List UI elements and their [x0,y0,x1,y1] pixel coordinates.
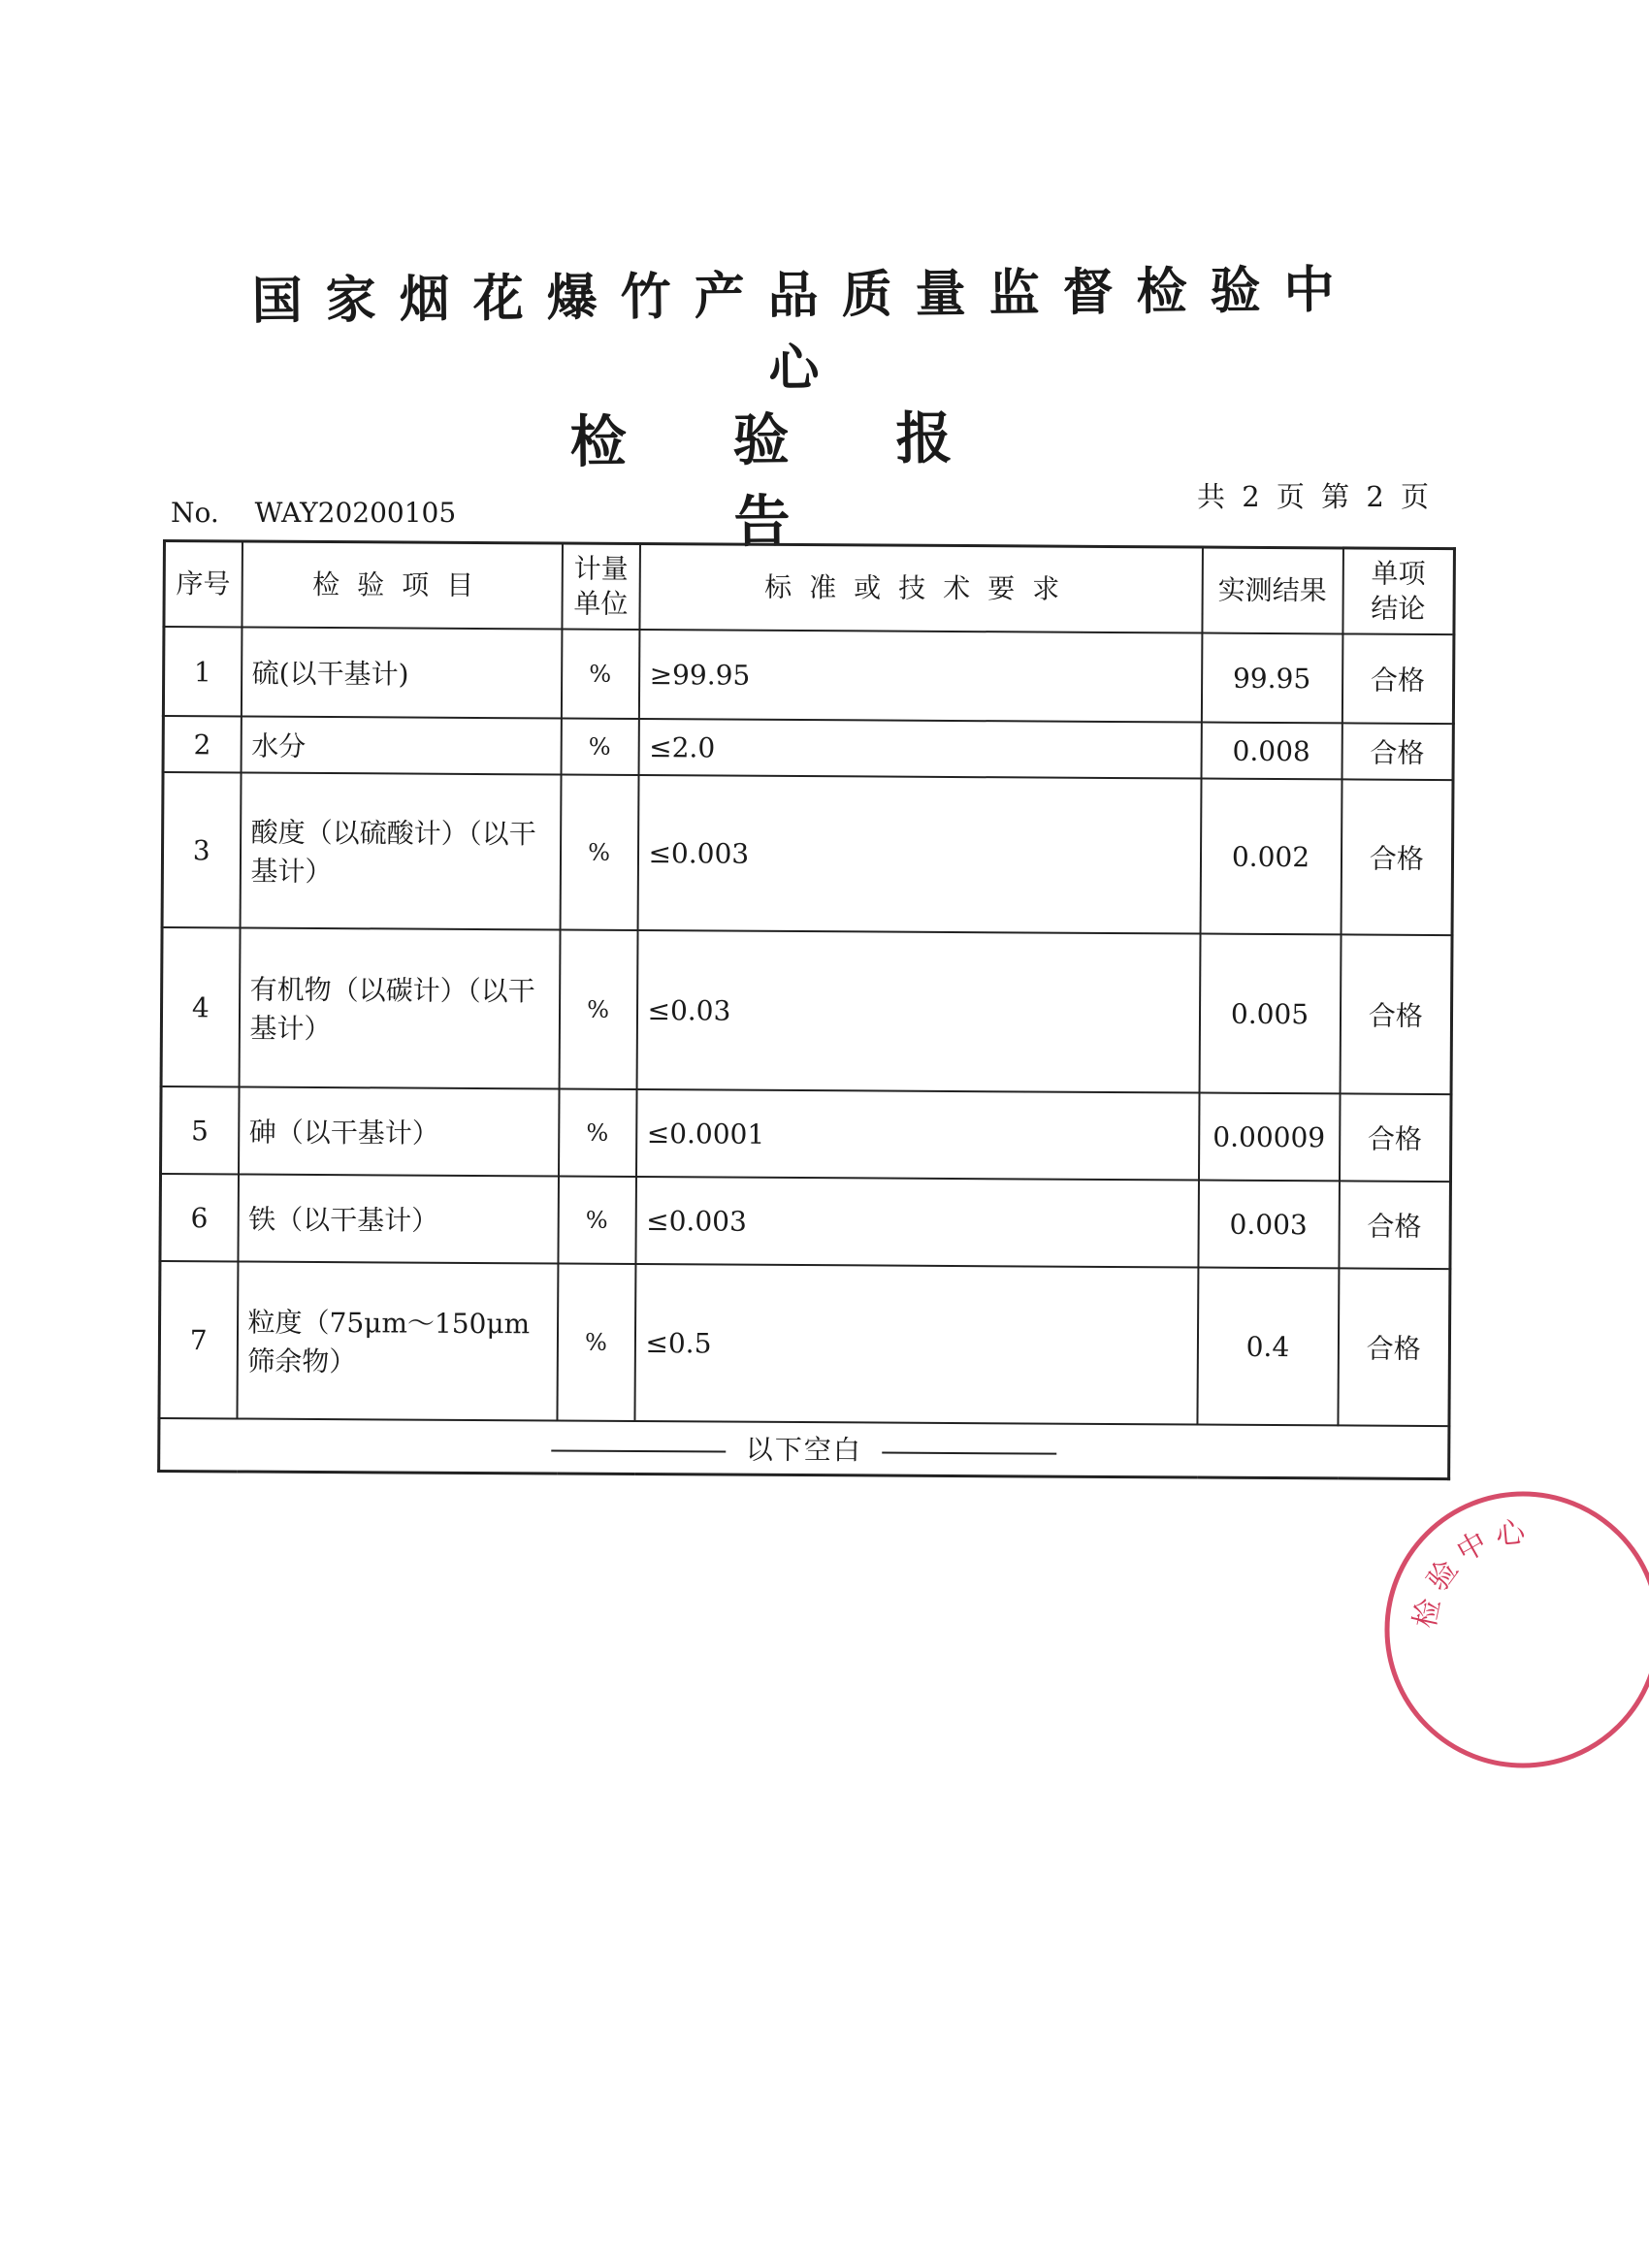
report-number [171,497,456,529]
row-seq: 2 [163,716,241,772]
header-item: 检验项目 [242,541,563,630]
row-seq: 6 [160,1174,239,1261]
row-item: 有机物（以碳计）（以干基计） [239,927,560,1088]
row-unit: % [560,775,638,930]
row-standard: ≤0.5 [634,1264,1198,1425]
table-row [160,1174,1451,1269]
inspection-seal-stamp [1377,1484,1649,1775]
row-conclusion: 合格 [1338,1268,1450,1426]
row-unit: % [559,930,637,1089]
row-result: 99.95 [1201,633,1342,724]
table-row [163,716,1453,780]
row-item: 铁（以干基计） [238,1174,559,1263]
row-item: 粒度（75μm～150μm筛余物） [237,1261,558,1420]
header-unit-text: 计量单位 [573,552,629,620]
row-item: 砷（以干基计） [239,1086,560,1176]
header-seq: 序号 [164,541,242,628]
table-footer [159,1418,1449,1479]
table-footer-row [159,1418,1449,1479]
row-result: 0.00009 [1198,1093,1340,1182]
stamp-text-path: 检验中心 [1407,1514,1535,1632]
row-result: 0.005 [1199,934,1341,1094]
table-row [159,1261,1450,1426]
report-title: 检验报告 [569,404,1059,555]
header-standard: 标准或技术要求 [639,544,1203,633]
page-info: 共 2 页 第 2 页 [1197,480,1433,513]
header-conclusion-text: 单项结论 [1371,557,1426,625]
row-conclusion: 合格 [1339,1181,1451,1269]
row-unit: % [561,719,638,775]
table-row [161,1086,1452,1182]
report-number-value: WAY20200105 [254,497,457,529]
table-row [161,927,1452,1094]
row-seq: 1 [163,627,242,716]
row-standard: ≥99.95 [638,630,1202,723]
row-result: 0.003 [1198,1181,1340,1269]
row-conclusion: 合格 [1341,779,1453,935]
report-number-label: No. [171,497,219,529]
table-row [162,772,1453,935]
row-standard: ≤0.0001 [635,1089,1199,1181]
row-unit: % [558,1089,636,1177]
row-result: 0.008 [1201,723,1342,780]
row-unit: % [558,1177,636,1264]
row-unit: % [561,630,639,719]
row-seq: 3 [162,772,241,927]
row-item: 酸度（以硫酸计）（以干基计） [240,772,561,929]
header-unit [562,543,640,630]
row-result: 0.4 [1197,1268,1339,1426]
row-item: 水分 [241,716,561,774]
footer-text: 以下空白 [745,1433,862,1467]
inspection-table-wrapper [157,539,1453,1480]
row-conclusion: 合格 [1340,934,1452,1094]
inspection-table [157,539,1456,1480]
row-result: 0.002 [1200,779,1342,935]
footer-dash-left [552,1449,727,1452]
row-standard: ≤0.003 [635,1177,1199,1268]
row-standard: ≤2.0 [638,719,1201,779]
row-standard: ≤0.03 [636,930,1200,1093]
organization-title: 国家烟花爆竹产品质量监督检验中心 [251,261,1358,399]
row-conclusion: 合格 [1342,633,1454,724]
row-conclusion: 合格 [1342,723,1453,780]
footer-dash-right [882,1451,1056,1454]
row-seq: 5 [161,1086,240,1174]
table-row [163,627,1454,724]
header-conclusion [1342,548,1455,634]
header-result: 实测结果 [1202,547,1343,633]
row-unit: % [557,1263,635,1420]
row-seq: 7 [159,1261,238,1418]
row-conclusion: 合格 [1339,1093,1451,1182]
table-header-row [164,541,1455,635]
row-seq: 4 [161,927,240,1086]
row-standard: ≤0.003 [637,775,1201,934]
row-item: 硫(以干基计) [241,627,562,718]
